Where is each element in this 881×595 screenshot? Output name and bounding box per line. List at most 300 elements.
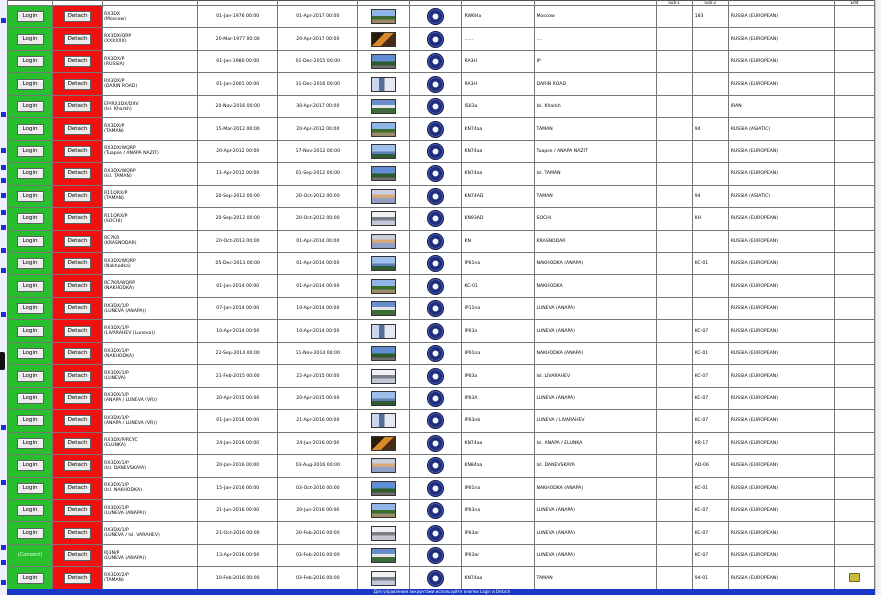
detach-button[interactable]: Detach	[64, 460, 91, 471]
edit-cell	[834, 140, 874, 162]
detach-button[interactable]: Detach	[64, 438, 91, 449]
country: RUSSIA (ASIATIC)	[728, 118, 834, 140]
location-photo[interactable]	[371, 32, 396, 47]
login-cell	[8, 432, 53, 454]
photo-cell	[358, 500, 410, 522]
detach-cell	[53, 6, 103, 28]
start-date: 01-Jan-2016 00:00	[198, 410, 278, 432]
country: RUSSIA (EUROPEAN)	[728, 297, 834, 319]
qsl-cell	[410, 342, 462, 364]
qsl-cell	[410, 455, 462, 477]
folder-icon[interactable]	[849, 573, 860, 582]
table-row	[8, 140, 875, 162]
grid-locator: KN74aa	[462, 163, 534, 185]
photo-cell	[358, 432, 410, 454]
place-name: Isl. Kharkh	[534, 95, 656, 117]
callsign-cell	[103, 118, 198, 140]
location-photo[interactable]	[371, 301, 396, 316]
login-button[interactable]: Login	[17, 146, 44, 157]
callsign: RX3DX/P/RCYC	[104, 438, 138, 444]
location-photo[interactable]	[371, 571, 396, 586]
detach-button[interactable]: Detach	[64, 483, 91, 494]
place-name: LUNEVA (ANAPA)	[534, 387, 656, 409]
login-cell	[8, 95, 53, 117]
margin-marker	[1, 112, 6, 117]
place-name: NAKHODKA (ANAPA)	[534, 477, 656, 499]
start-date: 20-Apr-2012 00:00	[198, 140, 278, 162]
country: RUSSIA (EUROPEAN)	[728, 73, 834, 95]
country: RUSSIA (EUROPEAN)	[728, 522, 834, 544]
location-photo[interactable]	[371, 324, 396, 339]
location-photo[interactable]	[371, 9, 396, 24]
login-button[interactable]: Login	[17, 371, 44, 382]
sub2-value: 94	[692, 185, 728, 207]
login-button[interactable]: Login	[17, 258, 44, 269]
callsign: RX3DX/1/P	[104, 415, 129, 421]
sub1-value	[656, 73, 692, 95]
place-name: SOCHI	[534, 208, 656, 230]
location-photo[interactable]	[371, 369, 396, 384]
grid-locator: IP61na	[462, 342, 534, 364]
location-photo[interactable]	[371, 346, 396, 361]
start-date: 22-Sep-2014 00:00	[198, 342, 278, 364]
callsign-cell	[103, 544, 198, 566]
location-photo[interactable]	[371, 122, 396, 137]
sub1-value	[656, 342, 692, 364]
location-photo[interactable]	[371, 503, 396, 518]
qsl-badge-icon[interactable]	[427, 121, 444, 138]
location-photo[interactable]	[371, 211, 396, 226]
place-name: Isl. DANEVSKAYA	[534, 455, 656, 477]
country: RUSSIA (EUROPEAN)	[728, 477, 834, 499]
location-photo[interactable]	[371, 436, 396, 451]
location: (TAMAN)	[104, 578, 124, 584]
end-date: 01-Apr-2014 00:00	[278, 275, 358, 297]
location: (XXXXXX)	[104, 39, 127, 45]
login-button[interactable]: Login	[17, 303, 44, 314]
place-name: LUNEVA (ANAPA)	[534, 297, 656, 319]
sub2-value: KC-01	[692, 477, 728, 499]
qsl-cell	[410, 477, 462, 499]
login-button[interactable]: Login	[17, 393, 44, 404]
start-date: 01-Jan-1976 00:00	[198, 6, 278, 28]
location: (KRASNODAR)	[104, 241, 137, 247]
start-date: 20-Oct-2013 00:00	[198, 230, 278, 252]
qsl-cell	[410, 73, 462, 95]
qsl-badge-icon[interactable]	[427, 31, 444, 48]
sub2-value: KC-01	[692, 253, 728, 275]
callsign: RX3DX/P	[104, 56, 125, 62]
table-row	[8, 342, 875, 364]
location-photo[interactable]	[371, 144, 396, 159]
table-row	[8, 95, 875, 117]
end-date: 03-Oct-2016 00:00	[278, 477, 358, 499]
detach-button[interactable]: Detach	[64, 191, 91, 202]
grid-locator: IP11na	[462, 297, 534, 319]
sub2-value	[692, 163, 728, 185]
login-button[interactable]: Login	[17, 528, 44, 539]
qsl-badge-icon[interactable]	[427, 233, 444, 250]
login-button[interactable]: Login	[17, 505, 44, 516]
sub1-value	[656, 230, 692, 252]
login-cell	[8, 163, 53, 185]
table-row	[8, 567, 875, 590]
detach-button[interactable]: Detach	[64, 11, 91, 22]
margin-marker	[1, 178, 6, 183]
photo-cell	[358, 477, 410, 499]
callsign: RX3DX/1/P	[104, 326, 129, 332]
qsl-badge-icon[interactable]	[427, 300, 444, 317]
login-cell	[8, 28, 53, 50]
end-date: 20-Apr-2017 00:00	[278, 28, 358, 50]
detach-button[interactable]: Detach	[64, 303, 91, 314]
location-photo[interactable]	[371, 189, 396, 204]
photo-cell	[358, 365, 410, 387]
start-date: 20-Nov-2016 00:00	[198, 95, 278, 117]
login-cell	[8, 522, 53, 544]
login-cell	[8, 50, 53, 72]
start-date: 21-Jun-2016 00:00	[198, 500, 278, 522]
location-photo[interactable]	[371, 256, 396, 271]
sub2-value: KC-07	[692, 410, 728, 432]
sub2-value	[692, 73, 728, 95]
edit-cell	[834, 522, 874, 544]
qsl-badge-icon[interactable]	[427, 368, 444, 385]
callsign: RX3DX/1/P	[104, 393, 129, 399]
scroll-knob[interactable]	[0, 352, 5, 370]
photo-cell	[358, 455, 410, 477]
sub2-value: 94-01	[692, 567, 728, 590]
sub1-value	[656, 50, 692, 72]
place-name: IP	[534, 50, 656, 72]
sub2-value: KC-01	[692, 342, 728, 364]
edit-cell	[834, 410, 874, 432]
sub2-value: KC-07	[692, 544, 728, 566]
qsl-badge-icon[interactable]	[427, 53, 444, 70]
edit-cell	[834, 185, 874, 207]
location-photo[interactable]	[371, 279, 396, 294]
qsl-badge-icon[interactable]	[427, 8, 444, 25]
grid-locator: IP63A	[462, 387, 534, 409]
qsl-badge-icon[interactable]	[427, 570, 444, 587]
margin-marker	[1, 193, 6, 198]
grid-locator: KN84aa	[462, 455, 534, 477]
end-date: 20-Feb-2016 00:00	[278, 522, 358, 544]
grid-locator: KN74aa	[462, 567, 534, 590]
callsign: RJ3N/P	[104, 550, 120, 556]
qsl-cell	[410, 50, 462, 72]
callsign: RX3DX/WQRP	[104, 258, 136, 264]
detach-button[interactable]: Detach	[64, 79, 91, 90]
location: (Isl. DANEVSKAYA)	[104, 465, 146, 471]
qsl-badge-icon[interactable]	[427, 435, 444, 452]
callsign-cell	[103, 387, 198, 409]
qsl-badge-icon[interactable]	[427, 457, 444, 474]
detach-cell	[53, 163, 103, 185]
end-date: 01-Apr-2017 00:00	[278, 6, 358, 28]
grid-locator: IP61na	[462, 477, 534, 499]
photo-cell	[358, 297, 410, 319]
login-cell	[8, 544, 53, 566]
location-photo[interactable]	[371, 458, 396, 473]
qsl-badge-icon[interactable]	[427, 502, 444, 519]
callsign: RX3DX/1/P	[104, 303, 129, 309]
grid-locator: KN74aa	[462, 118, 534, 140]
photo-cell	[358, 208, 410, 230]
location: (NAKHODKA)	[104, 286, 134, 292]
login-button[interactable]: Login	[17, 11, 44, 22]
login-button[interactable]: Login	[17, 415, 44, 426]
callsign: RX3DX/1/P	[104, 460, 129, 466]
table-row	[8, 544, 875, 566]
start-date: 10-Feb-2016 00:00	[198, 567, 278, 590]
detach-button[interactable]: Detach	[64, 124, 91, 135]
location-photo[interactable]	[371, 481, 396, 496]
sub1-value	[656, 28, 692, 50]
table-row	[8, 500, 875, 522]
qsl-badge-icon[interactable]	[427, 480, 444, 497]
detach-button[interactable]: Detach	[64, 326, 91, 337]
location-photo[interactable]	[371, 391, 396, 406]
table-row	[8, 432, 875, 454]
sub1-value	[656, 163, 692, 185]
sub1-value	[656, 320, 692, 342]
photo-cell	[358, 544, 410, 566]
end-date: 01-Dec-2015 00:00	[278, 50, 358, 72]
photo-cell	[358, 253, 410, 275]
callsign-cell	[103, 95, 198, 117]
callsign-cell	[103, 140, 198, 162]
login-button[interactable]: Login	[17, 191, 44, 202]
qsl-badge-icon[interactable]	[427, 323, 444, 340]
sub1-value	[656, 567, 692, 590]
location-photo[interactable]	[371, 77, 396, 92]
detach-cell	[53, 387, 103, 409]
edit-cell	[834, 28, 874, 50]
location: (Isl. NAKHODKA)	[104, 488, 142, 494]
edit-cell	[834, 500, 874, 522]
sub2-value	[692, 95, 728, 117]
login-button[interactable]: Login	[17, 483, 44, 494]
callsign: RX3DX/QRP	[104, 34, 132, 40]
sub1-value	[656, 275, 692, 297]
sub1-value	[656, 253, 692, 275]
location: (LIVARAHEV (Luneva))	[104, 331, 155, 337]
detach-button[interactable]: Detach	[64, 146, 91, 157]
detach-button[interactable]: Detach	[64, 236, 91, 247]
qsl-badge-icon[interactable]	[427, 525, 444, 542]
location: (TAMAN)	[104, 196, 124, 202]
country: RUSSIA (EUROPEAN)	[728, 253, 834, 275]
login-button[interactable]: Login	[17, 124, 44, 135]
place-name: LUNEVA (ANAPA)	[534, 544, 656, 566]
qsl-cell	[410, 6, 462, 28]
edit-cell	[834, 163, 874, 185]
qsl-badge-icon[interactable]	[427, 98, 444, 115]
detach-button[interactable]: Detach	[64, 281, 91, 292]
login-button[interactable]: Login	[17, 326, 44, 337]
start-date: 10-Apr-2014 00:00	[198, 320, 278, 342]
place-name: Isl. LIVARAHEV	[534, 365, 656, 387]
start-date: 20-Apr-2015 00:00	[198, 387, 278, 409]
login-button[interactable]: Login	[17, 573, 44, 584]
photo-cell	[358, 567, 410, 590]
photo-cell	[358, 95, 410, 117]
detach-button[interactable]: Detach	[64, 573, 91, 584]
table-row	[8, 477, 875, 499]
photo-cell	[358, 522, 410, 544]
sub2-value	[692, 50, 728, 72]
grid-locator: IP63ar	[462, 522, 534, 544]
place-name: Moscow	[534, 6, 656, 28]
location-photo[interactable]	[371, 54, 396, 69]
sub2-value	[692, 230, 728, 252]
qsl-cell	[410, 365, 462, 387]
qsl-badge-icon[interactable]	[427, 255, 444, 272]
grid-locator: ......	[462, 28, 534, 50]
margin-marker	[1, 18, 6, 23]
sub1-value	[656, 410, 692, 432]
start-date: 13-Apr-2016 00:00	[198, 544, 278, 566]
end-date: 22-Apr-2015 00:00	[278, 365, 358, 387]
country: IRAN	[728, 95, 834, 117]
login-button[interactable]: Login	[17, 168, 44, 179]
sub1-value	[656, 365, 692, 387]
margin-marker	[1, 560, 6, 565]
qsl-cell	[410, 275, 462, 297]
detach-button[interactable]: Detach	[64, 258, 91, 269]
place-name: LUNEVA (ANAPA)	[534, 500, 656, 522]
margin-marker	[1, 148, 6, 153]
login-button[interactable]: Login	[17, 348, 44, 359]
sub2-value: KC-07	[692, 365, 728, 387]
detach-cell	[53, 477, 103, 499]
location-photo[interactable]	[371, 234, 396, 249]
edit-cell	[834, 365, 874, 387]
end-date: 20-Oct-2012 00:00	[278, 208, 358, 230]
login-button[interactable]: Login	[17, 101, 44, 112]
photo-cell	[358, 387, 410, 409]
place-name: TAMAN	[534, 118, 656, 140]
edit-cell	[834, 432, 874, 454]
detach-button[interactable]: Detach	[64, 415, 91, 426]
table-row	[8, 320, 875, 342]
location: (SOCHI)	[104, 218, 123, 224]
place-name: KRASNODAR	[534, 230, 656, 252]
detach-button[interactable]: Detach	[64, 371, 91, 382]
login-button[interactable]: Login	[17, 213, 44, 224]
detach-button[interactable]: Detach	[64, 56, 91, 67]
detach-button[interactable]: Detach	[64, 213, 91, 224]
country: RUSSIA (EUROPEAN)	[728, 6, 834, 28]
login-button[interactable]: Login	[17, 438, 44, 449]
detach-cell	[53, 118, 103, 140]
callsign-cell	[103, 365, 198, 387]
edit-cell	[834, 50, 874, 72]
qsl-badge-icon[interactable]	[427, 143, 444, 160]
country: RUSSIA (EUROPEAN)	[728, 28, 834, 50]
qsl-badge-icon[interactable]	[427, 412, 444, 429]
status-footer: Для управления аккаунтами используйте кнопки Login и Detach	[7, 589, 877, 595]
edit-cell	[834, 455, 874, 477]
login-button[interactable]: Login	[17, 34, 44, 45]
location-photo[interactable]	[371, 548, 396, 563]
location: (Isl. TAMAN)	[104, 173, 132, 179]
qsl-badge-icon[interactable]	[427, 278, 444, 295]
detach-button[interactable]: Detach	[64, 34, 91, 45]
country: RUSSIA (EUROPEAN)	[728, 208, 834, 230]
start-date: 11-Apr-2012 00:00	[198, 163, 278, 185]
detach-button[interactable]: Detach	[64, 101, 91, 112]
detach-button[interactable]: Detach	[64, 505, 91, 516]
margin-marker	[1, 268, 6, 273]
sub2-value	[692, 297, 728, 319]
vertical-scrollbar[interactable]	[875, 0, 881, 595]
detach-button[interactable]: Detach	[64, 528, 91, 539]
sub2-value: KH	[692, 208, 728, 230]
qsl-badge-icon[interactable]	[427, 390, 444, 407]
login-button[interactable]: Login	[17, 281, 44, 292]
margin-marker	[1, 248, 6, 253]
table-row	[8, 522, 875, 544]
detach-button[interactable]: Detach	[64, 348, 91, 359]
place-name: NAKHODKA (ANAPA)	[534, 342, 656, 364]
end-date: 03-Feb-2016 00:00	[278, 567, 358, 590]
qsl-cell	[410, 163, 462, 185]
photo-cell	[358, 163, 410, 185]
end-date: 21-Apr-2016 00:00	[278, 410, 358, 432]
location-photo[interactable]	[371, 413, 396, 428]
detach-button[interactable]: Detach	[64, 550, 91, 561]
login-button[interactable]: Login	[17, 236, 44, 247]
login-button[interactable]: Login	[17, 79, 44, 90]
callsign-cell	[103, 28, 198, 50]
grid-locator: KN93AD	[462, 208, 534, 230]
callsign-cell	[103, 185, 198, 207]
login-button[interactable]: Login	[17, 56, 44, 67]
detach-button[interactable]: Detach	[64, 168, 91, 179]
qsl-badge-icon[interactable]	[427, 76, 444, 93]
table-row	[8, 275, 875, 297]
qsl-badge-icon[interactable]	[427, 188, 444, 205]
qsl-badge-icon[interactable]	[427, 210, 444, 227]
sub1-value	[656, 118, 692, 140]
edit-cell	[834, 253, 874, 275]
location-photo[interactable]	[371, 526, 396, 541]
grid-locator: RA3H	[462, 73, 534, 95]
location-photo[interactable]	[371, 99, 396, 114]
photo-cell	[358, 28, 410, 50]
sub2-value: KC-07	[692, 500, 728, 522]
edit-cell	[834, 477, 874, 499]
qsl-badge-icon[interactable]	[427, 345, 444, 362]
qsl-badge-icon[interactable]	[427, 547, 444, 564]
login-cell	[8, 230, 53, 252]
login-cell	[8, 73, 53, 95]
detach-cell	[53, 365, 103, 387]
country: RUSSIA (EUROPEAN)	[728, 455, 834, 477]
login-button[interactable]: Login	[17, 460, 44, 471]
end-date: 24-Jun-2016 00:00	[278, 432, 358, 454]
grid-locator: KN74aa	[462, 140, 534, 162]
qsl-badge-icon[interactable]	[427, 165, 444, 182]
sub1-value	[656, 387, 692, 409]
detach-button[interactable]: Detach	[64, 393, 91, 404]
edit-cell	[834, 6, 874, 28]
location-photo[interactable]	[371, 166, 396, 181]
callsign: RX3DX/P	[104, 124, 125, 130]
callsign-cell	[103, 275, 198, 297]
